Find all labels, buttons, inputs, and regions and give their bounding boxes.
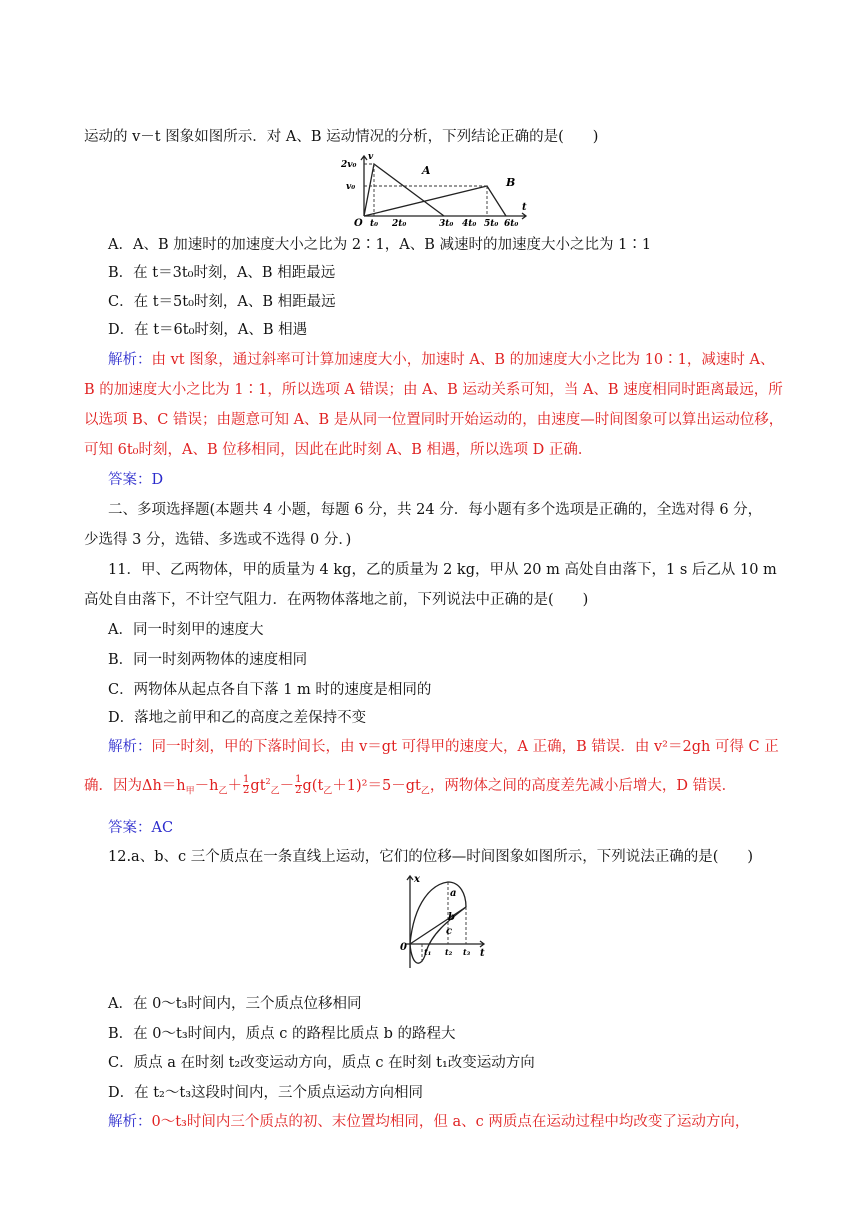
frac2-num: 1 [295, 774, 302, 786]
vt-ylabel-2v0: 2v₀ [341, 160, 357, 170]
q11-explanation-line1 [108, 737, 779, 757]
xt-xlabel-t1: t₁ [424, 947, 432, 957]
q11-exp2-gt-open: g(t [302, 777, 324, 794]
vt-line-a [364, 164, 444, 216]
xt-curve-c [410, 907, 466, 963]
xt-origin: 0 [400, 942, 407, 953]
vt-graph-figure [340, 150, 530, 226]
xt-yaxis-label: x [414, 874, 420, 885]
q11-exp2-fraction2 [295, 775, 301, 796]
xt-xlabel-t3: t₃ [463, 947, 471, 957]
q10-option-c: C．在 t＝5t₀时刻，A、B 相距最远 [108, 294, 336, 310]
q11-exp2-sub-jia: 甲 [185, 786, 195, 797]
q12-explanation-line1 [108, 1112, 749, 1132]
q12-option-d: D．在 t₂～t₃这段时间内，三个质点运动方向相同 [108, 1085, 424, 1101]
vt-ylabel-v0: v₀ [346, 182, 356, 192]
vt-xlabel-3t0: 3t₀ [439, 219, 454, 226]
q11-exp2-sub-yi4: 乙 [420, 786, 430, 797]
vt-series-a-label: A [422, 164, 431, 177]
q11-exp2-part-h: ，两物体之间的高度差先减小后增大，D 错误． [429, 777, 737, 794]
vt-xaxis-label: t [522, 202, 527, 213]
vt-line-b [364, 186, 506, 216]
vt-series-b-label: B [506, 176, 516, 189]
q10-explanation-line4: 可知 6t₀时刻，A、B 位移相同，因此在此时刻 A、B 相遇，所以选项 D 正确． [84, 442, 593, 458]
q10-answer-value: D [151, 472, 164, 488]
q12-option-b: B．在 0～t₃时间内，质点 c 的路程比质点 b 的路程大 [108, 1026, 456, 1042]
q11-explanation-line2: 确．因为$\Delta h=h_甲-h_乙+$ $\frac{1}{2}$ $gt^2_乙-$ $\frac{1}{2}$ $g(t_乙+1)^2=5-gt_乙$，两物体之间的高度差先减小后增大，D 错误． [84, 774, 737, 797]
q11-answer-label: 答案： [108, 820, 152, 836]
vt-xlabel-t0: t₀ [370, 219, 379, 226]
q10-explanation-line3: 以选项 B、C 错误；由题意可知 A、B 是从同一位置同时开始运动的，由速度—时间图象可以算出运动位移， [84, 412, 784, 428]
q11-exp2-minus: － [279, 777, 295, 794]
q11-option-b: B．同一时刻两物体的速度相同 [108, 652, 308, 668]
xt-series-a-label: a [450, 888, 457, 899]
q10-option-d: D．在 t＝6t₀时刻，A、B 相遇 [108, 322, 308, 338]
q12-stem: 12.a、b、c 三个质点在一条直线上运动，它们的位移—时间图象如图所示，下列说法正确的是( ) [108, 849, 754, 865]
frac2-den: 2 [295, 785, 302, 797]
q10-answer-label: 答案： [108, 472, 152, 488]
vt-yaxis-label: v [368, 152, 374, 162]
xt-series-b-label: b [448, 912, 455, 923]
q11-exp2-part-g: ＋1)²＝5－gt [332, 777, 421, 794]
q11-exp2-gt: gt [250, 777, 266, 794]
q11-exp2-plus: ＋ [227, 777, 243, 794]
vt-origin: O [354, 218, 363, 226]
xt-xaxis-label: t [480, 948, 485, 959]
q11-exp2-sub-yi: 乙 [218, 786, 228, 797]
xt-series-c-label: c [446, 926, 453, 937]
section2-heading-line1: 二、多项选择题(本题共 4 小题，每题 6 分，共 24 分．每小题有多个选项是正确的，全选对得 6 分， [108, 502, 763, 518]
q10-explanation-label: 解析： [108, 352, 152, 368]
q11-explanation-text1: 同一时刻，甲的下落时间长，由 v＝gt 可得甲的速度大，A 正确，B 错误．由 v²＝2gh 可得 C 正 [151, 739, 779, 755]
q11-exp2-part-b: －h [194, 777, 219, 794]
q11-answer [108, 818, 173, 838]
q11-stem-line2: 高处自由落下，不计空气阻力．在两物体落地之前，下列说法中正确的是( ) [84, 592, 589, 608]
xt-xlabel-t2: t₂ [445, 947, 453, 957]
q11-explanation-label: 解析： [108, 739, 152, 755]
q10-explanation-line1 [108, 350, 774, 370]
q10-explanation-text1: 由 vt 图象，通过斜率可计算加速度大小，加速时 A、B 的加速度大小之比为 10∶1，减速时 A、 [151, 352, 775, 368]
q11-stem-line1: 11．甲、乙两物体，甲的质量为 4 kg，乙的质量为 2 kg，甲从 20 m 高处自由落下，1 s 后乙从 10 m [108, 562, 777, 578]
vt-xlabel-4t0: 4t₀ [462, 219, 477, 226]
q11-exp2-part-a: 确．因为Δh＝h [84, 777, 186, 794]
q10-answer [108, 470, 163, 490]
section2-heading-line2: 少选得 3 分，选错、多选或不选得 0 分．) [84, 532, 352, 548]
vt-xlabel-2t0: 2t₀ [392, 219, 407, 226]
q10-explanation-line2: B 的加速度大小之比为 1∶1，所以选项 A 错误；由 A、B 运动关系可知，当 A、B 速度相同时距离最远，所 [84, 382, 783, 398]
xt-graph-figure [396, 872, 496, 972]
q11-exp2-fraction1 [243, 775, 249, 796]
q12-explanation-label: 解析： [108, 1114, 152, 1130]
q11-exp2-sub-yi3: 乙 [323, 786, 333, 797]
vt-xlabel-5t0: 5t₀ [484, 219, 499, 226]
vt-xlabel-6t0: 6t₀ [504, 219, 519, 226]
q11-option-d: D．落地之前甲和乙的高度之差保持不变 [108, 710, 367, 726]
q12-option-a: A．在 0～t₃时间内，三个质点位移相同 [108, 996, 362, 1012]
q10-option-a: A．A、B 加速时的加速度大小之比为 2∶1，A、B 减速时的加速度大小之比为 1∶1 [108, 237, 652, 253]
frac1-den: 2 [243, 785, 250, 797]
frac1-num: 1 [243, 774, 250, 786]
q11-answer-value: AC [151, 820, 174, 836]
q11-option-a: A．同一时刻甲的速度大 [108, 622, 264, 638]
q12-explanation-text1: 0～t₃时间内三个质点的初、末位置均相同，但 a、c 两质点在运动过程中均改变了运动方向， [151, 1114, 750, 1130]
xt-line-b [410, 907, 466, 944]
q11-exp2-sub-yi2: 乙 [270, 786, 280, 797]
q12-option-c: C．质点 a 在时刻 t₂改变运动方向，质点 c 在时刻 t₁改变运动方向 [108, 1055, 535, 1071]
q10-stem: 运动的 v－t 图象如图所示．对 A、B 运动情况的分析，下列结论正确的是( ) [84, 129, 599, 145]
q11-option-c: C．两物体从起点各自下落 1 m 时的速度是相同的 [108, 682, 432, 698]
q10-option-b: B．在 t＝3t₀时刻，A、B 相距最远 [108, 265, 336, 281]
